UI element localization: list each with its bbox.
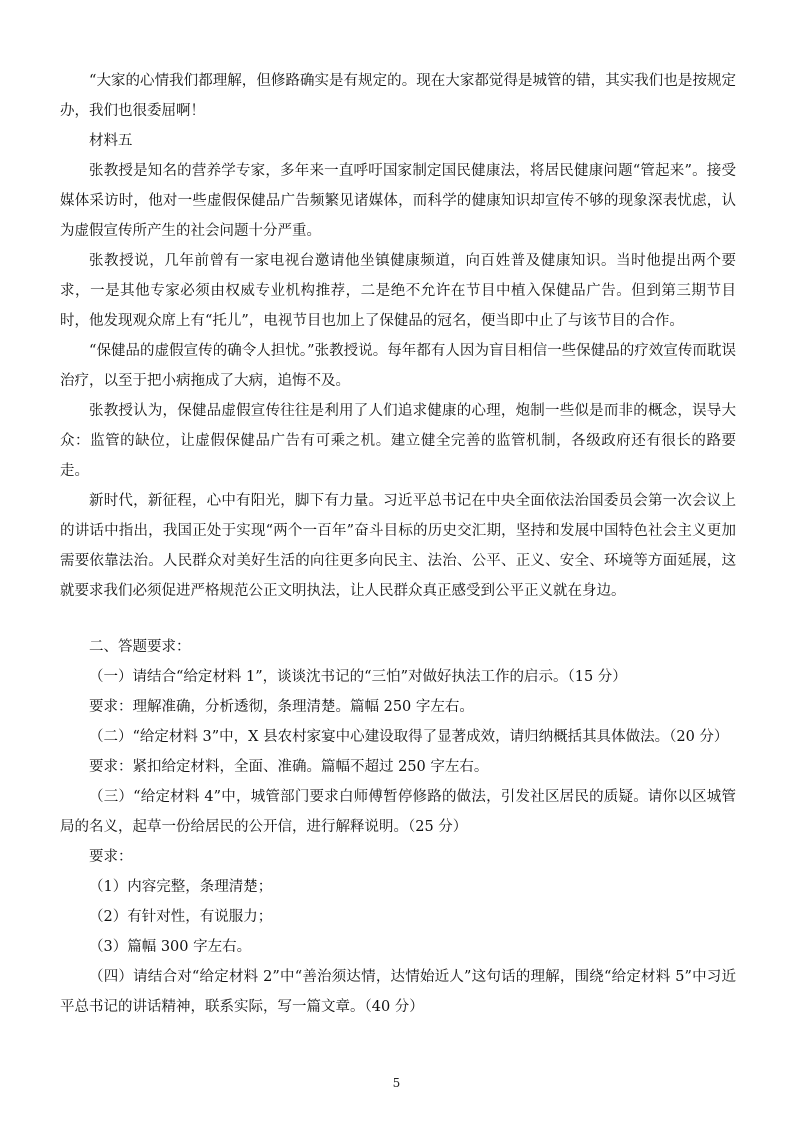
section-title: 二、答题要求： (89, 639, 191, 655)
material5-paragraph-2: 张教授说，几年前曾有一家电视台邀请他坐镇健康频道，向百姓普及健康知识。当时他提出两个要求，一是其他专家必须由权威专业机构推荐，二是绝不允许在节目中植入保健品广告。但到第三期节目时，他发现观众席上有“托儿”，电视节目也加上了保健品的冠名，便当即中止了与该节目的合作。 (60, 253, 736, 329)
document-page (60, 66, 736, 1022)
material4-tail-paragraph: “大家的心情我们都理解，但修路确实是有规定的。现在大家都觉得是城管的错，其实我们也是按规定办，我们也很委屈啊！ (60, 73, 736, 119)
question-3: （三）“给定材料 4”中，城管部门要求白师傅暂停修路的做法，引发社区居民的质疑。请你以区城管局的名义，起草一份给居民的公开信，进行解释说明。（25 分） (60, 789, 736, 835)
section-spacer (60, 606, 736, 632)
question-3-requirement-item-2: （2）有针对性，有说服力； (89, 909, 273, 925)
material5-paragraph-1: 张教授是知名的营养学专家，多年来一直呼吁国家制定国民健康法，将居民健康问题“管起来”。接受媒体采访时，他对一些虚假保健品广告频繁见诸媒体，而科学的健康知识却宣传不够的现象深表忧虑，认为虚假宣传所产生的社会问题十分严重。 (60, 163, 736, 239)
question-2: （二）“给定材料 3”中，X 县农村家宴中心建设取得了显著成效，请归纳概括其具体做法。（20 分） (89, 729, 729, 745)
question-3-requirement-item-3: （3）篇幅 300 字左右。 (89, 939, 252, 955)
question-1-requirement: 要求：理解准确，分析透彻，条理清楚。篇幅 250 字左右。 (89, 699, 474, 715)
question-2-requirement: 要求：紧扣给定材料，全面、准确。篇幅不超过 250 字左右。 (89, 759, 489, 775)
question-1: （一）请结合“给定材料 1”，谈谈沈书记的“三怕”对做好执法工作的启示。（15 分） (89, 669, 627, 685)
question-4: （四）请结合对“给定材料 2”中“善治须达情，达情始近人”这句话的理解，围绕“给定材料 5”中习近平总书记的讲话精神，联系实际，写一篇文章。（40 分） (60, 969, 736, 1015)
page-number: 5 (392, 1076, 401, 1090)
material5-paragraph-5: 新时代，新征程，心中有阳光，脚下有力量。习近平总书记在中央全面依法治国委员会第一次会议上的讲话中指出，我国正处于实现“两个一百年”奋斗目标的历史交汇期，坚持和发展中国特色社会主义更加需要依靠法治。人民群众对美好生活的向往更多向民主、法治、公平、正义、安全、环境等方面延展，这就要求我们必须促进严格规范公正文明执法，让人民群众真正感受到公平正义就在身边。 (60, 493, 736, 599)
material5-paragraph-4: 张教授认为，保健品虚假宣传往往是利用了人们追求健康的心理，炮制一些似是而非的概念，误导大众：监管的缺位，让虚假保健品广告有可乘之机。建立健全完善的监管机制，各级政府还有很长的路要走。 (60, 403, 736, 479)
material5-heading: 材料五 (89, 133, 133, 149)
material5-paragraph-3: “保健品的虚假宣传的确令人担忧。”张教授说。每年都有人因为盲目相信一些保健品的疗效宣传而耽误治疗，以至于把小病拖成了大病，追悔不及。 (60, 343, 736, 389)
question-3-requirement-item-1: （1）内容完整，条理清楚； (89, 879, 273, 895)
question-3-requirement-label: 要求： (89, 849, 133, 865)
